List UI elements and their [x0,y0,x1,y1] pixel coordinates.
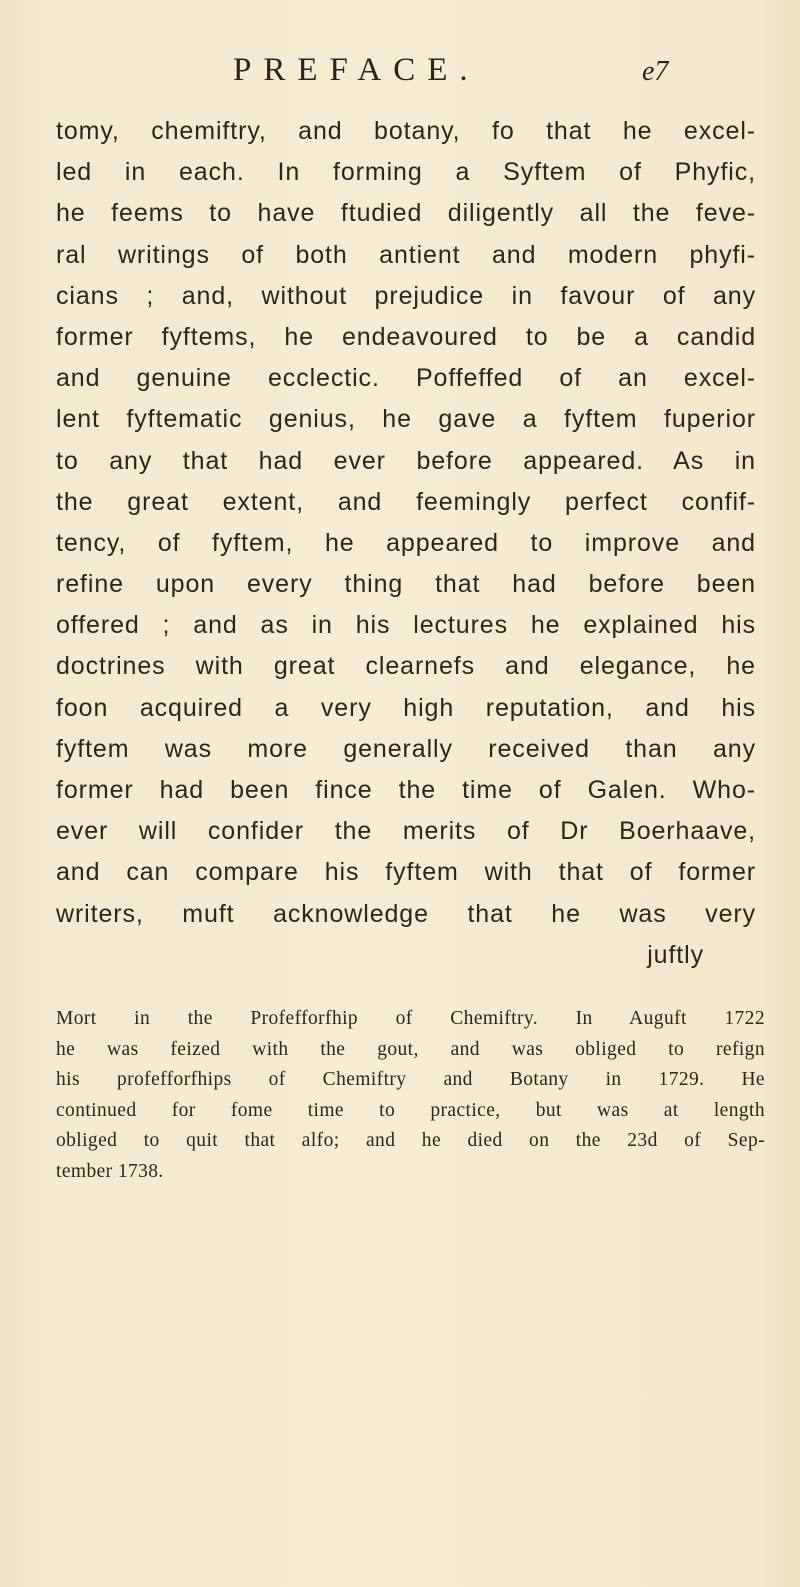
text-line: cians ; and, without prejudice in favour of any [56,281,756,310]
text-line: foon acquired a very high reputation, and his [56,693,756,722]
text-line: he feems to have ftudied diligently all the feve- [56,199,756,228]
footnote-line: continued for fome time to practice, but was at length [56,1099,765,1121]
running-head [0,52,800,96]
text-line: and genuine ecclectic. Poffeffed of an excel- [56,364,756,393]
text-line: former had been fince the time of Galen. Who- [56,776,756,804]
page-number: e7 [642,56,669,87]
text-line: writers, muft acknowledge that he was very [56,899,756,928]
main-text [56,111,756,976]
text-line: former fyftems, he endeavoured to be a candid [56,322,756,351]
footnote-line: his profefforfhips of Chemiftry and Botany in 1729. He [56,1069,765,1090]
footnote-line: he was feized with the gout, and was obliged to refign [56,1038,765,1060]
catchword: juftly [647,940,704,969]
text-line: offered ; and as in his lectures he explained his [56,611,756,640]
text-line: led in each. In forming a Syftem of Phyfic, [56,158,756,187]
text-line: doctrines with great clearnefs and elegance, he [56,652,756,681]
footnote-line: obliged to quit that alfo; and he died on the 23d of Sep- [56,1130,765,1151]
text-line: lent fyftematic genius, he gave a fyftem fuperior [56,405,756,434]
text-line: tomy, chemiftry, and botany, fo that he excel- [56,117,756,145]
running-title: PREFACE. [233,52,480,88]
text-line: the great extent, and feemingly perfect confif- [56,487,756,516]
footnote-line: tember 1738. [56,1160,164,1182]
text-line: tency, of fyftem, he appeared to improve and [56,528,756,557]
text-line: and can compare his fyftem with that of former [56,858,756,887]
text-line: to any that had ever before appeared. As in [56,446,756,475]
footnote [56,1004,765,1187]
text-line: ever will confider the merits of Dr Boerhaave, [56,817,756,846]
text-line: fyftem was more generally received than any [56,734,756,763]
text-line: refine upon every thing that had before been [56,570,756,599]
footnote-line: Mort in the Profefforfhip of Chemiftry. In Auguft 1722 [56,1008,765,1029]
text-line: ral writings of both antient and modern phyfi- [56,240,756,269]
